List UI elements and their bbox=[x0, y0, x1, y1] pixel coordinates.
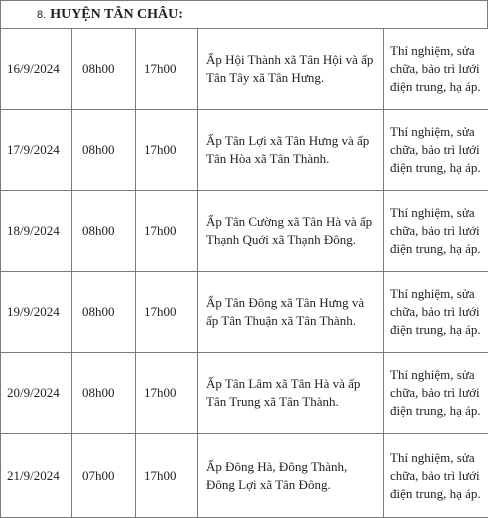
work-content-cell: Thí nghiệm, sửa chữa, bảo trì lưới điện trung, hạ áp. bbox=[384, 272, 488, 353]
start-time-cell: 07h00 bbox=[72, 434, 136, 518]
section-title: HUYỆN TÂN CHÂU: bbox=[50, 7, 183, 23]
table-row bbox=[1, 272, 488, 353]
date-cell: 21/9/2024 bbox=[1, 434, 72, 518]
end-time-cell: 17h00 bbox=[136, 110, 198, 191]
end-time-cell: 17h00 bbox=[136, 434, 198, 518]
area-cell: Ấp Tân Đông xã Tân Hưng và ấp Tân Thuận xã Tân Thành. bbox=[198, 272, 384, 353]
table-row bbox=[1, 191, 488, 272]
work-content-cell: Thí nghiệm, sửa chữa, bảo trì lưới điện trung, hạ áp. bbox=[384, 110, 488, 191]
work-content-cell: Thí nghiệm, sửa chữa, bảo trì lưới điện trung, hạ áp. bbox=[384, 191, 488, 272]
date-cell: 18/9/2024 bbox=[1, 191, 72, 272]
date-cell: 19/9/2024 bbox=[1, 272, 72, 353]
start-time-cell: 08h00 bbox=[72, 29, 136, 110]
work-content-cell: Thí nghiệm, sửa chữa, bảo trì lưới điện trung, hạ áp. bbox=[384, 353, 488, 434]
section-number: 8. bbox=[37, 9, 46, 21]
end-time-cell: 17h00 bbox=[136, 272, 198, 353]
end-time-cell: 17h00 bbox=[136, 353, 198, 434]
table-row bbox=[1, 434, 488, 518]
date-cell: 20/9/2024 bbox=[1, 353, 72, 434]
work-content-cell: Thí nghiệm, sửa chữa, bảo trì lưới điện trung, hạ áp. bbox=[384, 29, 488, 110]
start-time-cell: 08h00 bbox=[72, 272, 136, 353]
start-time-cell: 08h00 bbox=[72, 191, 136, 272]
area-cell: Ấp Hội Thành xã Tân Hội và ấp Tân Tây xã Tân Hưng. bbox=[198, 29, 384, 110]
date-cell: 17/9/2024 bbox=[1, 110, 72, 191]
area-cell: Ấp Tân Lợi xã Tân Hưng và ấp Tân Hòa xã Tân Thành. bbox=[198, 110, 384, 191]
section-heading bbox=[0, 0, 488, 28]
start-time-cell: 08h00 bbox=[72, 353, 136, 434]
end-time-cell: 17h00 bbox=[136, 29, 198, 110]
area-cell: Ấp Đông Hà, Đông Thành, Đông Lợi xã Tân Đông. bbox=[198, 434, 384, 518]
schedule-table bbox=[0, 28, 488, 518]
work-content-cell: Thí nghiệm, sửa chữa, bảo trì lưới điện trung, hạ áp. bbox=[384, 434, 488, 518]
date-cell: 16/9/2024 bbox=[1, 29, 72, 110]
area-cell: Ấp Tân Cường xã Tân Hà và ấp Thạnh Quới xã Thạnh Đông. bbox=[198, 191, 384, 272]
table-row bbox=[1, 353, 488, 434]
end-time-cell: 17h00 bbox=[136, 191, 198, 272]
area-cell: Ấp Tân Lâm xã Tân Hà và ấp Tân Trung xã Tân Thành. bbox=[198, 353, 384, 434]
table-row bbox=[1, 110, 488, 191]
table-row bbox=[1, 29, 488, 110]
start-time-cell: 08h00 bbox=[72, 110, 136, 191]
